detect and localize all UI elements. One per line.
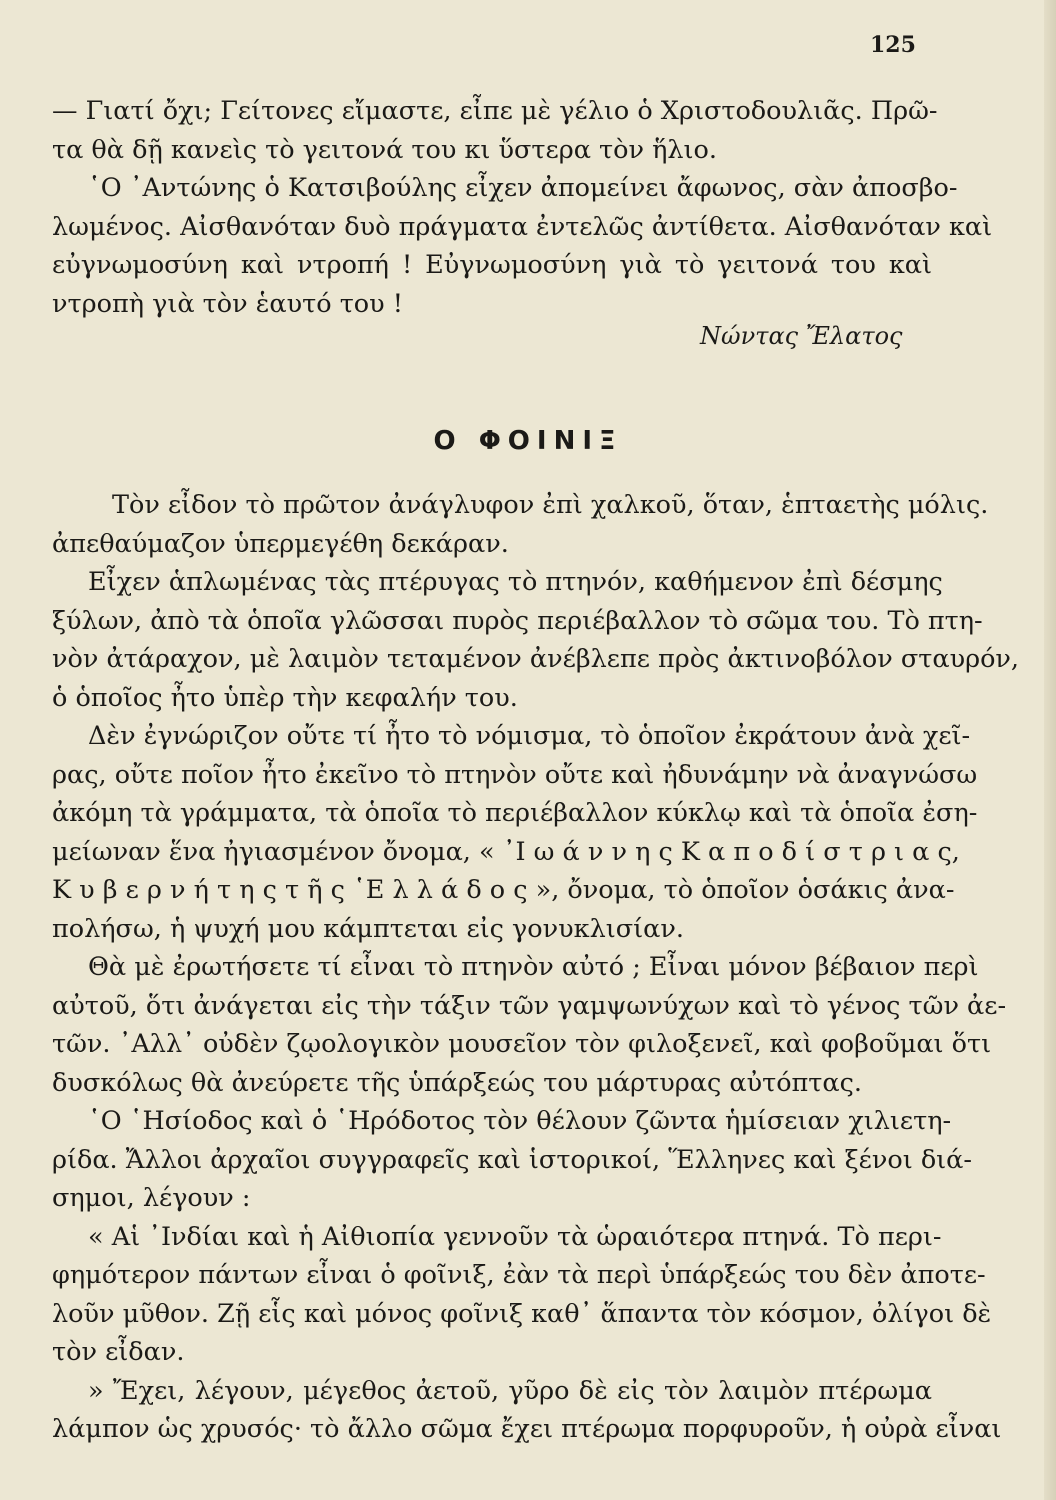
- text-line: σημοι, λέγουν :: [52, 1183, 251, 1213]
- text-line: τὸν εἶδαν.: [52, 1337, 185, 1367]
- text-line: τῶν. ᾿Αλλ᾿ οὐδὲν ζῳολογικὸν μουσεῖον τὸν φιλοξενεῖ, καὶ φοβοῦμαι ὅτι: [52, 1029, 992, 1059]
- text-line: ἀπεθαύμαζον ὑπερμεγέθη δεκάραν.: [52, 528, 509, 559]
- text-line: αὐτοῦ, ὅτι ἀνάγεται εἰς τὴν τάξιν τῶν γαμψωνύχων καὶ τὸ γένος τῶν ἀε-: [52, 990, 1007, 1021]
- text-line: Θὰ μὲ ἐρωτήσετε τί εἶναι τὸ πτηνὸν αὐτό ; Εἶναι μόνον βέβαιον περὶ: [88, 952, 979, 982]
- text-line: λοῦν μῦθον. Ζῇ εἷς καὶ μόνος φοῖνιξ καθ᾿ ἅπαντα τὸν κόσμον, ὀλίγοι δὲ: [52, 1298, 992, 1329]
- text-line: » Ἔχει, λέγουν, μέγεθος ἀετοῦ, γῦρο δὲ εἰς τὸν λαιμὸν πτέρωμα: [88, 1375, 932, 1406]
- page-number: 125: [870, 32, 916, 58]
- page-edge: [1044, 0, 1056, 1500]
- text-line: Εἶχεν ἁπλωμένας τὰς πτέρυγας τὸ πτηνόν, καθήμενον ἐπὶ δέσμης: [88, 567, 943, 597]
- text-line: Τὸν εἶδον τὸ πρῶτον ἀνάγλυφον ἐπὶ χαλκοῦ, ὅταν, ἑπταετὴς μόλις.: [112, 490, 989, 520]
- text-line: ἀκόμη τὰ γράμματα, τὰ ὁποῖα τὸ περιέβαλλον κύκλῳ καὶ τὰ ὁποῖα ἐση-: [52, 798, 978, 828]
- text-line: μείωναν ἕνα ἠγιασμένον ὄνομα, « ᾿Ι ω ά ν ν η ς Κ α π ο δ ί σ τ ρ ι α ς,: [52, 836, 960, 867]
- author-signature: Νώντας Ἔλατος: [700, 322, 903, 350]
- text-line: ὁ ὁποῖος ἦτο ὑπὲρ τὴν κεφαλήν του.: [52, 682, 518, 713]
- text-line: ρας, οὔτε ποῖον ἦτο ἐκεῖνο τὸ πτηνὸν οὔτε καὶ ἠδυνάμην νὰ ἀναγνώσω: [52, 759, 978, 790]
- chapter-title: Ο ΦΟΙΝΙΞ: [433, 426, 623, 456]
- text-line: ντροπὴ γιὰ τὸν ἑαυτό του !: [52, 288, 404, 319]
- text-line: πολήσω, ἡ ψυχή μου κάμπτεται εἰς γονυκλισίαν.: [52, 913, 684, 944]
- text-line: ξύλων, ἀπὸ τὰ ὁποῖα γλῶσσαι πυρὸς περιέβαλλον τὸ σῶμα του. Τὸ πτη-: [52, 605, 983, 636]
- text-line: « Αἱ ᾿Ινδίαι καὶ ἡ Αἰθιοπία γεννοῦν τὰ ὡραιότερα πτηνά. Τὸ περι-: [88, 1221, 942, 1252]
- chapter-body: [52, 486, 1020, 1449]
- text-line: — Γιατί ὄχι; Γείτονες εἴμαστε, εἶπε μὲ γέλιο ὁ Χριστοδουλιᾶς. Πρῶ-: [52, 96, 938, 126]
- text-line: λωμένος. Αἰσθανόταν δυὸ πράγματα ἐντελῶς ἀντίθετα. Αἰσθανόταν καὶ: [52, 211, 993, 242]
- text-line: ρίδα. Ἄλλοι ἀρχαῖοι συγγραφεῖς καὶ ἱστορικοί, Ἕλληνες καὶ ξένοι διά-: [52, 1144, 973, 1175]
- text-line: Δὲν ἐγνώριζον οὔτε τί ἦτο τὸ νόμισμα, τὸ ὁποῖον ἐκράτουν ἀνὰ χεῖ-: [88, 721, 971, 751]
- text-line: τα θὰ δῇ κανεὶς τὸ γειτονά του κι ὕστερα τὸν ἥλιο.: [52, 134, 718, 165]
- text-line: εὐγνωμοσύνη καὶ ντροπή ! Εὐγνωμοσύνη γιὰ τὸ γειτονά του καὶ: [52, 250, 932, 280]
- text-line: λάμπον ὡς χρυσός· τὸ ἄλλο σῶμα ἔχει πτέρωμα πορφυροῦν, ἡ οὐρὰ εἶναι: [52, 1414, 1002, 1444]
- text-line: ῾Ο ῾Ησίοδος καὶ ὁ ῾Ηρόδοτος τὸν θέλουν ζῶντα ἡμίσειαν χιλιετη-: [88, 1106, 952, 1136]
- text-line: νὸν ἀτάραχον, μὲ λαιμὸν τεταμένον ἀνέβλεπε πρὸς ἀκτινοβόλον σταυρόν,: [52, 644, 1020, 674]
- story-ending: [52, 92, 993, 323]
- text-line: Κ υ β ε ρ ν ή τ η ς τ ῆ ς ῾Ε λ λ ά δ ο ς », ὄνομα, τὸ ὁποῖον ὁσάκις ἀνα-: [52, 875, 955, 905]
- text-line: ῾Ο ᾿Αντώνης ὁ Κατσιβούλης εἶχεν ἀπομείνει ἄφωνος, σὰν ἀποσβο-: [88, 173, 958, 203]
- text-line: δυσκόλως θὰ ἀνεύρετε τῆς ὑπάρξεώς του μάρτυρας αὐτόπτας.: [52, 1067, 863, 1098]
- text-line: φημότερον πάντων εἶναι ὁ φοῖνιξ, ἐὰν τὰ περὶ ὑπάρξεώς του δὲν ἀποτε-: [52, 1260, 986, 1290]
